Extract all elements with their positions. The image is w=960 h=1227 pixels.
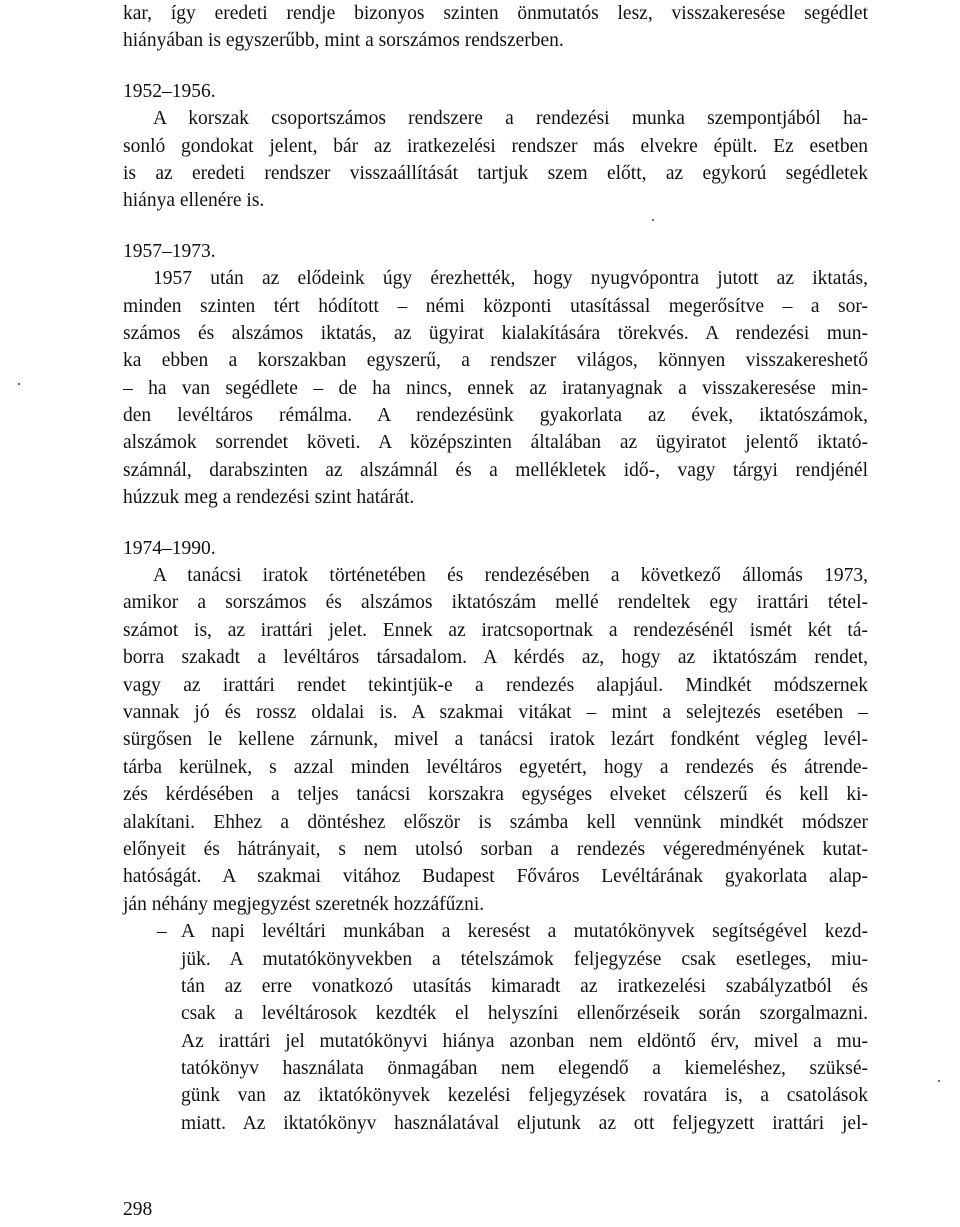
spacer (123, 215, 868, 238)
text-line: számos és alszámos iktatás, az ügyirat kialakítására törekvés. A rendezési mun- (123, 322, 868, 344)
page-number: 298 (123, 1199, 153, 1220)
text-line: A napi levéltári munkában a keresést a mutatókönyvek segítségével kezd- (181, 921, 868, 943)
text-line: is az eredeti rendszer visszaállítását tartjuk szem előtt, az egykorú segédletek (123, 162, 868, 184)
paragraph-1974 (123, 562, 868, 918)
text-line: hiánya ellenére is. (123, 190, 265, 212)
text-line: kar, így eredeti rendje bizonyos szinten önmutatós lesz, visszakeresése segédlet (123, 3, 868, 24)
text-line: sonló gondokat jelent, bár az iratkezelési rendszer más elvekre épült. Ez esetben (123, 135, 868, 157)
text-line: borra szakadt a levéltáros társadalom. A kérdés az, hogy az iktatószám rendet, (123, 647, 868, 669)
text-line: alszámok sorrendet követi. A középszinten általában az ügyiratot jelentő iktató- (123, 432, 868, 454)
spacer (123, 512, 868, 535)
scan-speck (652, 219, 654, 221)
text-line: A korszak csoportszámos rendszere a rendezési munka szempontjából ha- (153, 108, 868, 130)
paragraph-1957 (123, 265, 868, 512)
text-line: hiányában is egyszerűbb, mint a sorszámos rendszerben. (123, 30, 564, 52)
text-line: den levéltáros rémálma. A rendezésünk gyakorlata az évek, iktatószámok, (123, 405, 868, 427)
text-line: zés kérdésében a teljes tanácsi korszakra egységes elveket célszerű és kell ki- (123, 784, 868, 806)
text-line: számot is, az irattári jelet. Ennek az iratcsoportnak a rendezésénél ismét két tá- (123, 619, 868, 641)
paragraph-intro (123, 0, 868, 55)
text-line: alakítani. Ehhez a döntéshez először is számba kell vennünk mindkét módszer (123, 811, 868, 833)
text-line: A tanácsi iratok történetében és rendezésében a következő állomás 1973, (153, 565, 868, 587)
text-line: tán az erre vonatkozó utasítás kimaradt az iratkezelési szabályzatból és (181, 975, 868, 997)
text-line: jük. A mutatókönyvekben a tételszámok feljegyzése csak esetleges, miu- (181, 948, 868, 970)
document-page (123, 0, 868, 1137)
text-line: ka ebben a korszakban egyszerű, a rendszer világos, könnyen visszakereshető (123, 350, 868, 372)
scan-speck (938, 1080, 940, 1082)
text-line: előnyeit és hátrányait, s nem utolsó sorban a rendezés végeredményének kutat- (123, 838, 868, 860)
text-line: tárba kerülnek, s azzal minden levéltáros egyetért, hogy a rendezés és átrende- (123, 756, 868, 778)
text-line: – ha van segédlete – de ha nincs, ennek az iratanyagnak a visszakeresése min- (123, 377, 868, 399)
text-line: húzzuk meg a rendezési szint határát. (123, 487, 415, 509)
bullet-dash: – (157, 921, 167, 943)
text-line: miatt. Az iktatókönyv használatával eljutunk az ott feljegyzett irattári jel- (181, 1112, 868, 1134)
text-line: csak a levéltárosok kezdték el helyszíni ellenőrzéseik során szorgalmazni. (181, 1003, 868, 1025)
section-heading-1952: 1952–1956. (123, 80, 216, 102)
text-line: vannak jó és rossz oldalai is. A szakmai vitákat – mint a selejtezés esetében – (123, 701, 868, 723)
paragraph-1952 (123, 105, 868, 215)
text-line: Az irattári jel mutatókönyvi hiánya azonban nem eldöntő érv, mivel a mu- (181, 1030, 868, 1052)
text-line: günk van az iktatókönyvek kezelési feljegyzések rovatára is, a csatolások (181, 1085, 868, 1107)
text-line: ján néhány megjegyzést szeretnék hozzáfűzni. (123, 893, 485, 915)
text-line: minden szinten tért hódított – némi központi utasítással megerősítve – a sor- (123, 295, 868, 317)
text-line: számnál, darabszinten az alszámnál és a mellékletek idő-, vagy tárgyi rendjénél (123, 459, 868, 481)
spacer (123, 55, 868, 78)
bullet-item (123, 918, 868, 1137)
bullet-first-line (123, 918, 868, 945)
text-line: sürgősen le kellene zárnunk, mivel a tanácsi iratok lezárt fondként végleg levél- (123, 729, 868, 751)
section-heading-1957: 1957–1973. (123, 240, 216, 262)
text-line: amikor a sorszámos és alszámos iktatószám mellé rendeltek egy irattári tétel- (123, 592, 868, 614)
text-line: tatókönyv használata önmagában nem elegendő a kiemeléshez, szüksé- (181, 1058, 868, 1080)
section-heading-1974: 1974–1990. (123, 537, 216, 559)
text-line: vagy az irattári rendet tekintjük-e a rendezés alapjául. Mindkét módszernek (123, 674, 868, 696)
scan-speck (18, 383, 20, 385)
text-line: hatóságát. A szakmai vitához Budapest Főváros Levéltárának gyakorlata alap- (123, 866, 868, 888)
text-line: 1957 után az elődeink úgy érezhették, hogy nyugvópontra jutott az iktatás, (153, 268, 868, 290)
